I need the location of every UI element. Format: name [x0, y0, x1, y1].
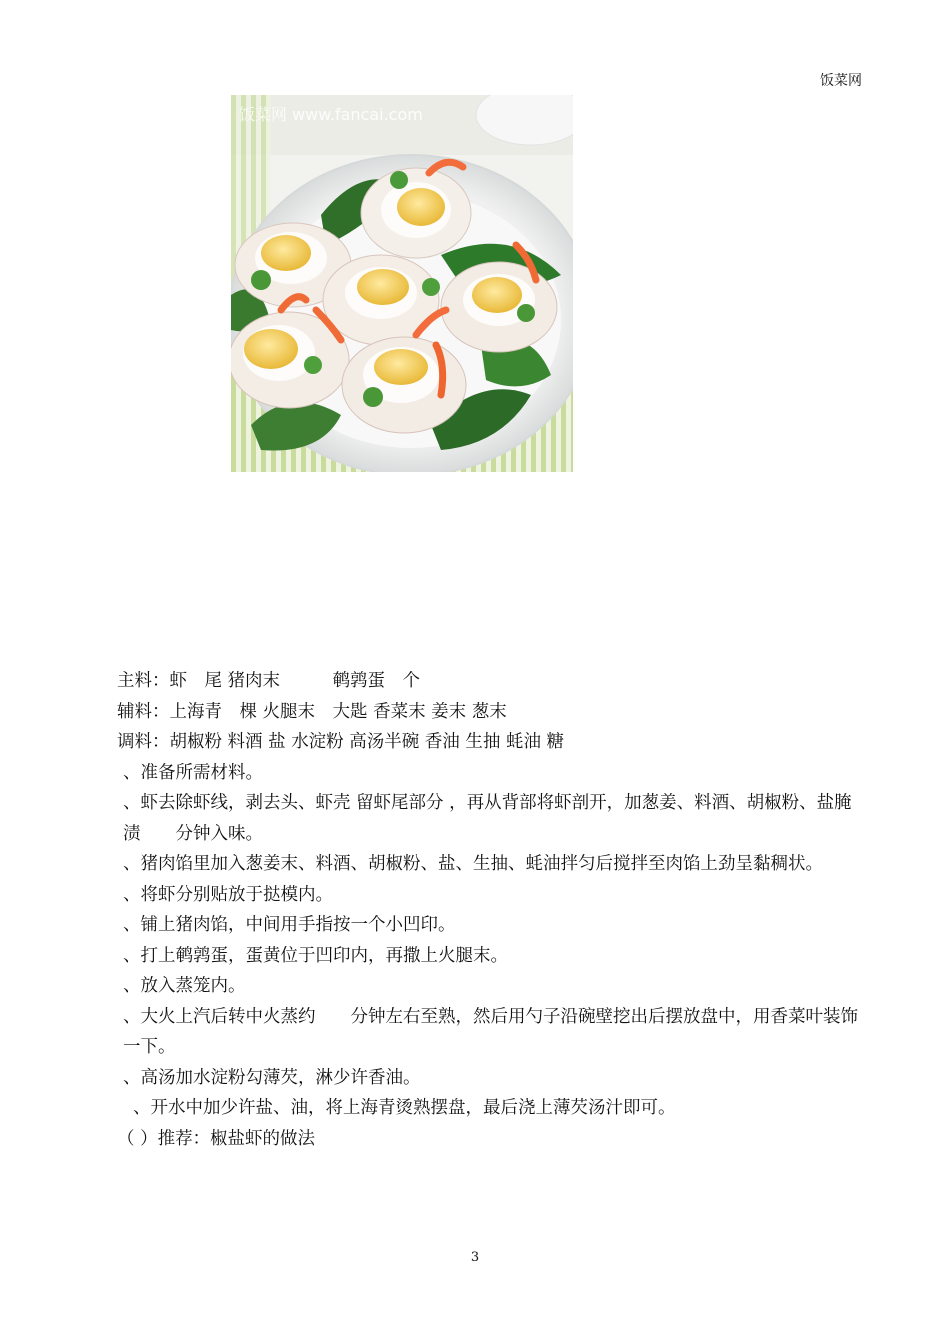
step-2: 、虾去除虾线，剥去头、虾壳 留虾尾部分 ，再从背部将虾剖开，加葱姜、料酒、胡椒粉、盐腌渍 分钟入味。	[123, 793, 852, 844]
header-site-name: 饭菜网	[820, 73, 862, 89]
step-4: 、将虾分别贴放于挞模内。	[123, 884, 333, 905]
recipe-body	[91, 666, 866, 1154]
step-7: 、放入蒸笼内。	[123, 976, 246, 996]
photo-watermark: 饭菜网 www.fancai.com	[239, 105, 423, 124]
step-1: 、准备所需材料。	[123, 762, 263, 783]
step-3: 、猪肉馅里加入葱姜末、料酒、胡椒粉、盐、生抽、蚝油拌匀后搅拌至肉馅上劲呈黏稠状。	[123, 854, 823, 874]
step-5: 、铺上猪肉馅，中间用手指按一个小凹印。	[123, 915, 456, 935]
seasonings: 调料：胡椒粉 料酒 盐 水淀粉 高汤半碗 香油 生抽 蚝油 糖	[117, 732, 565, 752]
step-9: 、高汤加水淀粉勾薄芡，淋少许香油。	[123, 1067, 421, 1088]
page-number: 3	[470, 1250, 480, 1265]
auxiliary-ingredients: 辅料：上海青 棵 火腿末 大匙 香菜末 姜末 葱末	[117, 701, 507, 722]
step-6: 、打上鹌鹑蛋，蛋黄位于凹印内，再撒上火腿末。	[123, 945, 508, 966]
dish-photo	[231, 95, 573, 472]
main-ingredients: 主料：虾 尾 猪肉末 鹌鹑蛋 个	[117, 671, 421, 691]
step-10: 、开水中加少许盐、油，将上海青烫熟摆盘，最后浇上薄芡汤汁即可。	[133, 1098, 676, 1118]
next-recipe-heading: （ ）推荐：椒盐虾的做法	[117, 1128, 316, 1149]
step-8: 、大火上汽后转中火蒸约 分钟左右至熟，然后用勺子沿碗壁挖出后摆放盘中，用香菜叶装饰一下。	[123, 1006, 858, 1057]
